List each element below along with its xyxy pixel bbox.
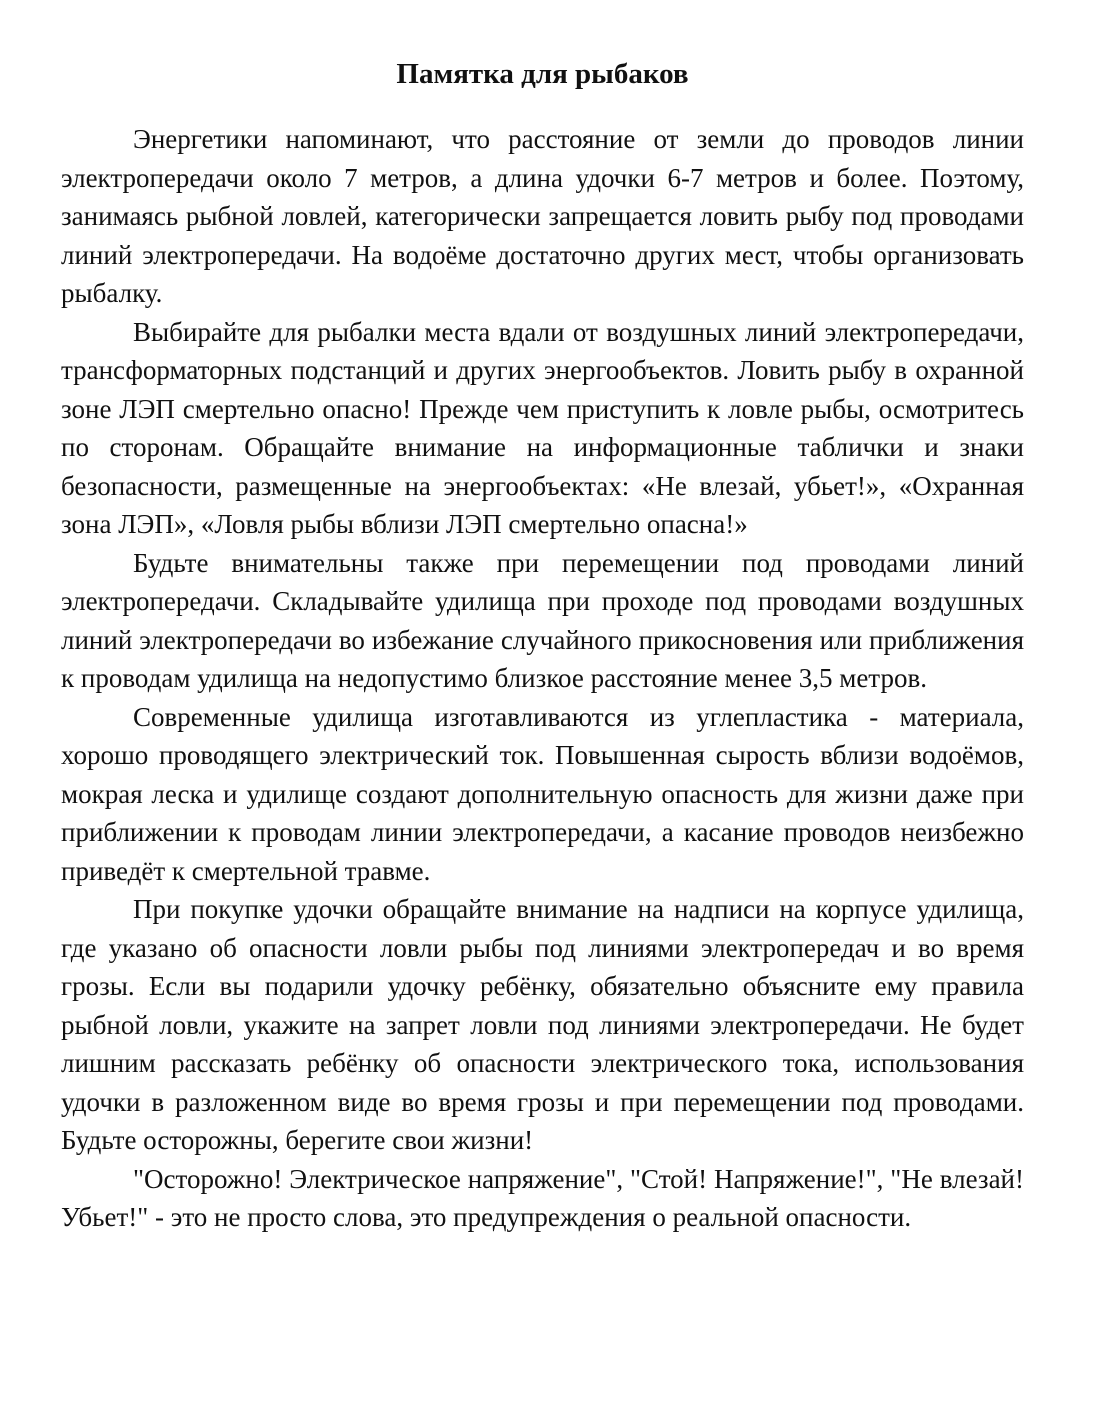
paragraph-5: При покупке удочки обращайте внимание на надписи на корпусе удилища, где указано об опасности ловли рыбы под линиями электропередач и во время грозы. Если вы подарили удочку ребёнку, обязательно объясните ему правила рыбной ловли, укажите на запрет ловли под линиями электропередачи. Не будет лишним рассказать ребёнку об опасности электрического тока, использования удочки в разложенном виде во время грозы и при перемещении под проводами. Будьте осторожны, берегите свои жизни! [61,894,1024,1155]
paragraph-2: Выбирайте для рыбалки места вдали от воздушных линий электропередачи, трансформаторных подстанций и других энергообъектов. Ловить рыбу в охранной зоне ЛЭП смертельно опасно! Прежде чем приступить к ловле рыбы, осмотритесь по сторонам. Обращайте внимание на информационные таблички и знаки безопасности, размещенные на энергообъектах: «Не влезай, убьет!», «Охранная зона ЛЭП», «Ловля рыбы вблизи ЛЭП смертельно опасна!» [61,316,1024,539]
paragraph-3: Будьте внимательны также при перемещении под проводами линий электропередачи. Складывайте удилища при проходе под проводами воздушных линий электропередачи во избежание случайного прикосновения или приближения к проводам удилища на недопустимо близкое расстояние менее 3,5 метров. [61,547,1024,693]
document-body [61,120,1024,1237]
paragraph-6: "Осторожно! Электрическое напряжение", "Стой! Напряжение!", "Не влезай! Убьет!" - это не просто слова, это предупреждения о реальной опасности. [61,1163,1024,1232]
paragraph-4: Современные удилища изготавливаются из углепластика - материала, хорошо проводящего электрический ток. Повышенная сырость вблизи водоёмов, мокрая леска и удилище создают дополнительную опасность для жизни даже при приближении к проводам линии электропередачи, а касание проводов неизбежно приведёт к смертельной травме. [61,701,1024,886]
paragraph-1: Энергетики напоминают, что расстояние от земли до проводов линии электропередачи около 7 метров, а длина удочки 6-7 метров и более. Поэтому, занимаясь рыбной ловлей, категорически запрещается ловить рыбу под проводами линий электропередачи. На водоёме достаточно других мест, чтобы организовать рыбалку. [61,124,1024,308]
document-title: Памятка для рыбаков [396,58,689,90]
